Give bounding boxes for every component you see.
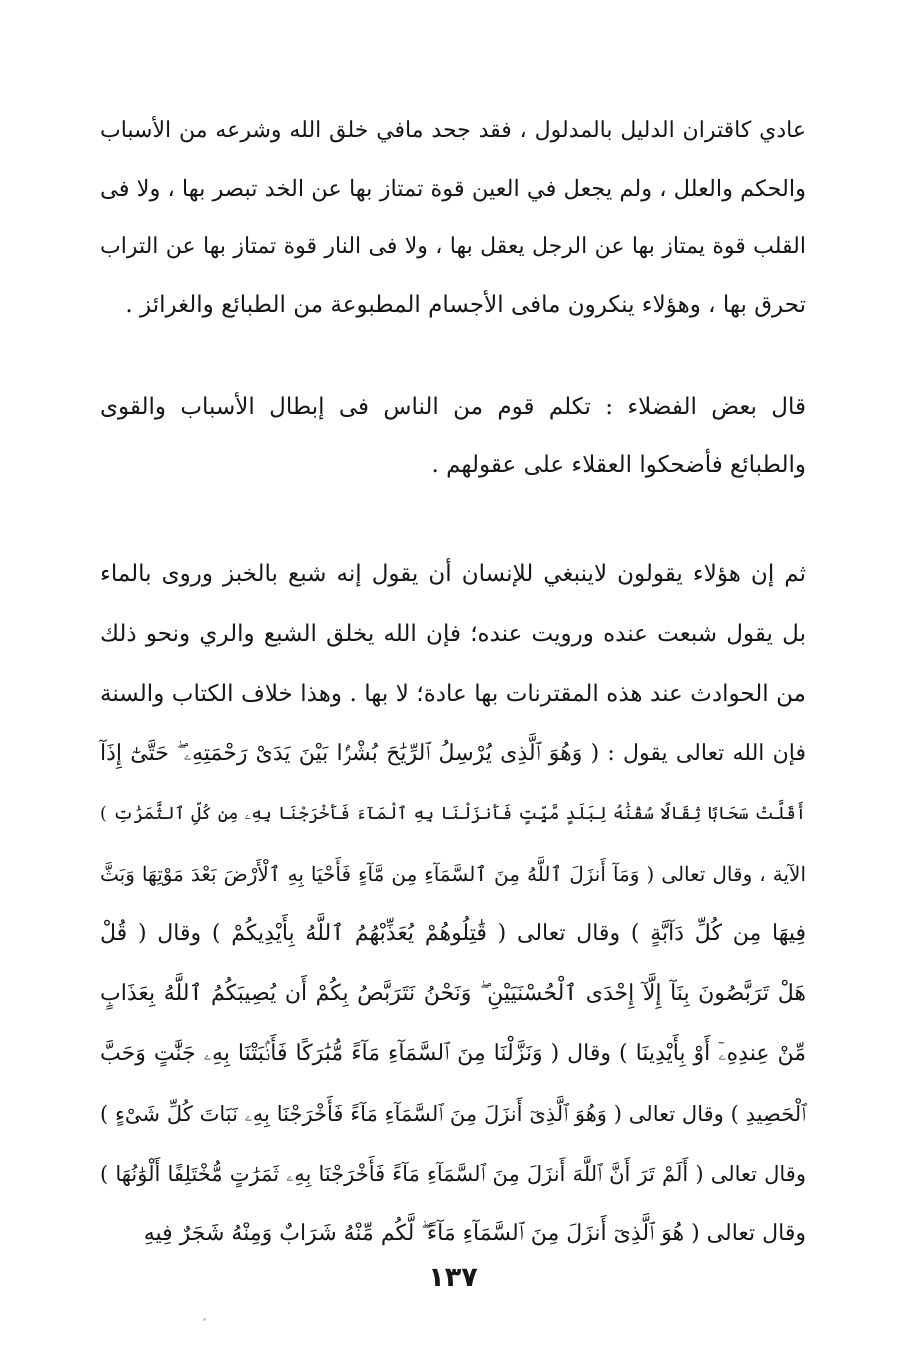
verse-line: فإن الله تعالى يقول : ( وَهُوَ ٱلَّذِى يُرْسِلُ ٱلرِّيَٰحَ بُشْرًۢا بَيْنَ يَدَىْ رَحْمَتِهِۦ ۖ حَتَّىٰٓ إِذَآ	[100, 741, 806, 766]
paragraph-1	[100, 102, 806, 334]
paragraph-3	[100, 544, 806, 1244]
verse-line: أَقَلَّتْ سَحَابًا ثِقَالًا سُقْنَٰهُ لِبَلَدٍ مَّيِّتٍ فَأَنزَلْنَا بِهِ ٱلْمَآءَ فَأَخْرَجْنَا بِهِۦ مِن كُلِّ ٱلثَّمَرَٰتِ )	[100, 804, 806, 824]
scan-speck	[203, 1318, 206, 1321]
text-line: والطبائع فأضحكوا العقلاء على عقولهم .	[431, 452, 806, 478]
verse-line: وقال تعالى ( هُوَ ٱلَّذِىٓ أَنزَلَ مِنَ ٱلسَّمَآءِ مَآءً ۖ لَّكُم مِّنْهُ شَرَابٌ وَمِنْهُ شَجَرٌ فِيهِ	[143, 1221, 806, 1246]
text-line: والحكم والعلل ، ولم يجعل في العين قوة تمتاز بها عن الخد تبصر بها ، ولا فى	[99, 176, 806, 202]
text-line: قال بعض الفضلاء : تكلم قوم من الناس فى إبطال الأسباب والقوى	[100, 394, 806, 420]
text-line: القلب قوة يمتاز بها عن الرجل يعقل بها ، ولا فى النار قوة تمتاز بها عن التراب	[100, 234, 806, 259]
text-line: تحرق بها ، وهؤلاء ينكرون مافى الأجسام المطبوعة من الطبائع والغرائز .	[125, 292, 806, 318]
verse-line: هَلْ تَرَبَّصُونَ بِنَآ إِلَّآ إِحْدَى ٱلْحُسْنَيَيْنِ ۖ وَنَحْنُ نَتَرَبَّصُ بِكُمْ أَن يُصِيبَكُمُ ٱللَّهُ بِعَذَابٍ	[100, 981, 806, 1006]
page-number: ١٣٧	[428, 1262, 478, 1293]
text-line: من الحوادث عند هذه المقترنات بها عادة؛ لا بها . وهذا خلاف الكتاب والسنة	[100, 681, 806, 707]
verse-line: الآية ، وقال تعالى ( وَمَآ أَنزَلَ ٱللَّهُ مِنَ ٱلسَّمَآءِ مِن مَّآءٍ فَأَحْيَا بِهِ ٱلْأَرْضَ بَعْدَ مَوْتِهَا وَبَثَّ	[100, 862, 806, 886]
paragraph-2	[100, 378, 806, 494]
verse-line: فِيهَا مِن كُلِّ دَآبَّةٍ ) وقال تعالى ( قَٰتِلُوهُمْ يُعَذِّبْهُمُ ٱللَّهُ بِأَيْدِيكُمْ ) وقال ( قُلْ	[100, 921, 806, 946]
text-line: بل يقول شبعت عنده ورويت عنده؛ فإن الله يخلق الشبع والري ونحو ذلك	[100, 621, 806, 647]
verse-line: مِّنْ عِندِهِۦٓ أَوْ بِأَيْدِينَا ) وقال ( وَنَزَّلْنَا مِنَ ٱلسَّمَآءِ مَآءً مُّبَٰرَكًا فَأَنۢبَتْنَا بِهِۦ جَنَّٰتٍ وَحَبَّ	[100, 1041, 806, 1066]
text-line: ثم إن هؤلاء يقولون لاينبغي للإنسان أن يقول إنه شبع بالخبز وروى بالماء	[100, 561, 806, 587]
verse-line: ٱلْحَصِيدِ ) وقال تعالى ( وَهُوَ ٱلَّذِىٓ أَنزَلَ مِنَ ٱلسَّمَآءِ مَآءً فَأَخْرَجْنَا بِهِۦ نَبَاتَ كُلِّ شَىْءٍ )	[100, 1102, 806, 1126]
verse-line: وقال تعالى ( أَلَمْ تَرَ أَنَّ ٱللَّهَ أَنزَلَ مِنَ ٱلسَّمَآءِ مَآءً فَأَخْرَجْنَا بِهِۦ ثَمَرَٰتٍ مُّخْتَلِفًا أَلْوَٰنُهَا )	[100, 1162, 806, 1186]
text-line: عادي كاقتران الدليل بالمدلول ، فقد جحد مافي خلق الله وشرعه من الأسباب	[100, 118, 806, 143]
